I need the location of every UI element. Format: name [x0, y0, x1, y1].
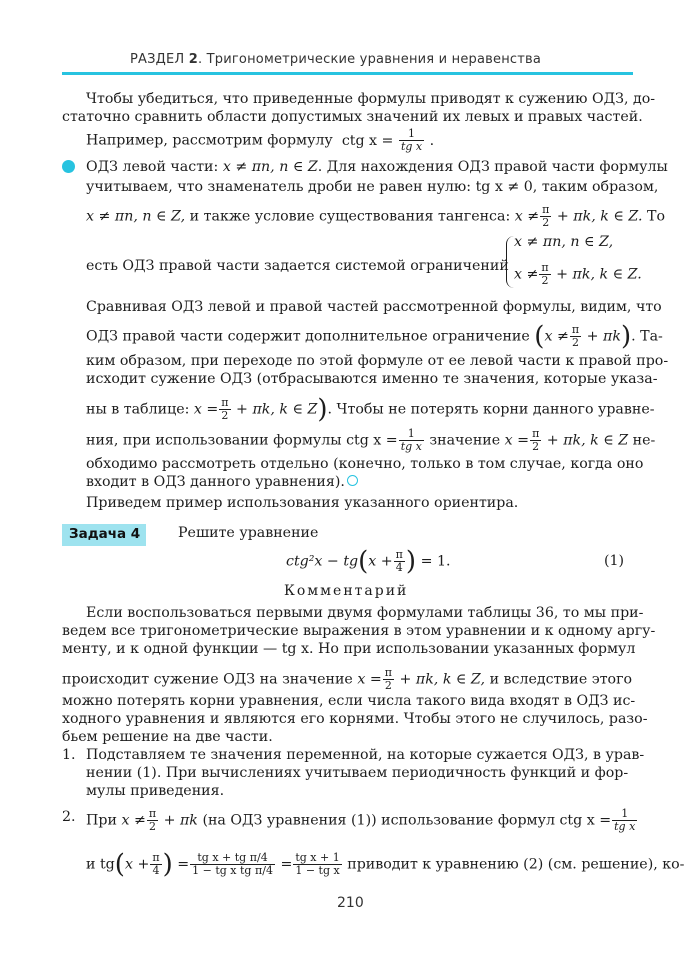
paragraph-line: Если воспользоваться первыми двумя формулами таблицы 36, то мы при-: [86, 605, 644, 621]
commentary-heading: Комментарий: [284, 583, 409, 599]
header-rule: [62, 72, 633, 75]
paragraph-line: и tg(x + $\frac{\pi}{4}$ ) = $\frac{\text{tg x + tg π/4}}{\text{1 − tg x tg π/4}}$ = $\frac{\text{tg x + 1}}{\text{1 − tg x}}$ приводит к уравнению (2) (см. решение), ко-: [86, 849, 685, 880]
paragraph-line: Чтобы убедиться, что приведенные формулы приводят к сужению ОДЗ, до-: [86, 91, 656, 107]
task-equation: ctg²x − tg(x + $\frac{\pi}{4}$ ) = 1.: [286, 546, 451, 577]
paragraph-line: Подставляем те значения переменной, на которые сужается ОДЗ, в урав-: [86, 747, 645, 763]
paragraph-line: ОДЗ левой части: x ≠ πn, n ∈ Z. Для нахождения ОДЗ правой части формулы: [86, 159, 668, 175]
equation-number: (1): [604, 553, 625, 569]
paragraph-line: При x ≠ $\frac{\pi}{2}$ + πk (на ОДЗ уравнения (1)) использование формул ctg x = $\frac{1}{\text{tg x}}$: [86, 807, 636, 833]
paragraph-line: бьем решение на две части.: [62, 729, 273, 745]
paragraph-line: ния, при использовании формулы ctg x = $\frac{1}{\text{tg x}}$ значение x = $\frac{\pi}{2}$ + πk, k ∈ Z не-: [86, 427, 656, 453]
paragraph-line: мулы приведения.: [86, 783, 225, 799]
paragraph-line: Например, рассмотрим формулу ctg x = $\frac{1}{\text{tg x}}$ .: [86, 127, 435, 153]
system-row: x ≠ $\frac{\pi}{2}$ + πk, k ∈ Z.: [514, 261, 642, 287]
paragraph-line: статочно сравнить области допустимых значений их левых и правых частей.: [62, 109, 643, 125]
task-prompt: Решите уравнение: [178, 525, 319, 541]
end-marker-icon: [347, 475, 358, 486]
paragraph-line: учитываем, что знаменатель дроби не равен нулю: tg x ≠ 0, таким образом,: [86, 179, 659, 195]
step-number: 1.: [62, 747, 76, 763]
step-number: 2.: [62, 809, 76, 825]
paragraph-line: происходит сужение ОДЗ на значение x = $\frac{\pi}{2}$ + πk, k ∈ Z, и вследствие этого: [62, 666, 633, 692]
page-number: 210: [337, 895, 364, 911]
running-header: РАЗДЕЛ 2. Тригонометрические уравнения и неравенства: [130, 52, 542, 67]
paragraph-line: x ≠ πn, n ∈ Z, и также условие существования тангенса: x ≠ $\frac{\pi}{2}$ + πk, k ∈ Z. То: [86, 203, 665, 229]
section-number: 2: [188, 52, 198, 67]
paragraph-line: нении (1). При вычислениях учитываем периодичность функций и фор-: [86, 765, 629, 781]
paragraph-line: входит в ОДЗ данного уравнения).: [86, 474, 345, 490]
paragraph-line: Приведем пример использования указанного ориентира.: [86, 495, 519, 511]
paragraph-line: ОДЗ правой части содержит дополнительное ограничение (x ≠ $\frac{\pi}{2}$ + πk). Та-: [86, 321, 663, 352]
paragraph-line: ведем все тригонометрические выражения в этом уравнении и к одному аргу-: [62, 623, 656, 639]
formula-ctg: ctg x = $\frac{1}{\text{tg x}}$ .: [341, 127, 435, 153]
bullet-marker-icon: [62, 160, 75, 173]
paragraph-line: ходного уравнения и являются его корнями. Чтобы этого не случилось, разо-: [62, 711, 648, 727]
task-label: Задача 4: [62, 524, 146, 546]
paragraph-line: есть ОДЗ правой части задается системой ограничений: [86, 258, 509, 274]
paragraph-line: можно потерять корни уравнения, если числа такого вида входят в ОДЗ ис-: [62, 693, 636, 709]
paragraph-line: ким образом, при переходе по этой формуле от ее левой части к правой про-: [86, 353, 669, 369]
system-row: x ≠ πn, n ∈ Z,: [514, 234, 614, 250]
paragraph-line: обходимо рассмотреть отдельно (конечно, только в том случае, когда оно: [86, 456, 644, 472]
paragraph-line: ны в таблице: x = $\frac{\pi}{2}$ + πk, k ∈ Z). Чтобы не потерять корни данного уравне-: [86, 394, 655, 425]
paragraph-line: менту, и к одной функции — tg x. Но при использовании указанных формул: [62, 641, 636, 657]
paragraph-line: Сравнивая ОДЗ левой и правой частей рассмотренной формулы, видим, что: [86, 299, 662, 315]
paragraph-line: исходит сужение ОДЗ (отбрасываются именно те значения, которые указа-: [86, 371, 658, 387]
